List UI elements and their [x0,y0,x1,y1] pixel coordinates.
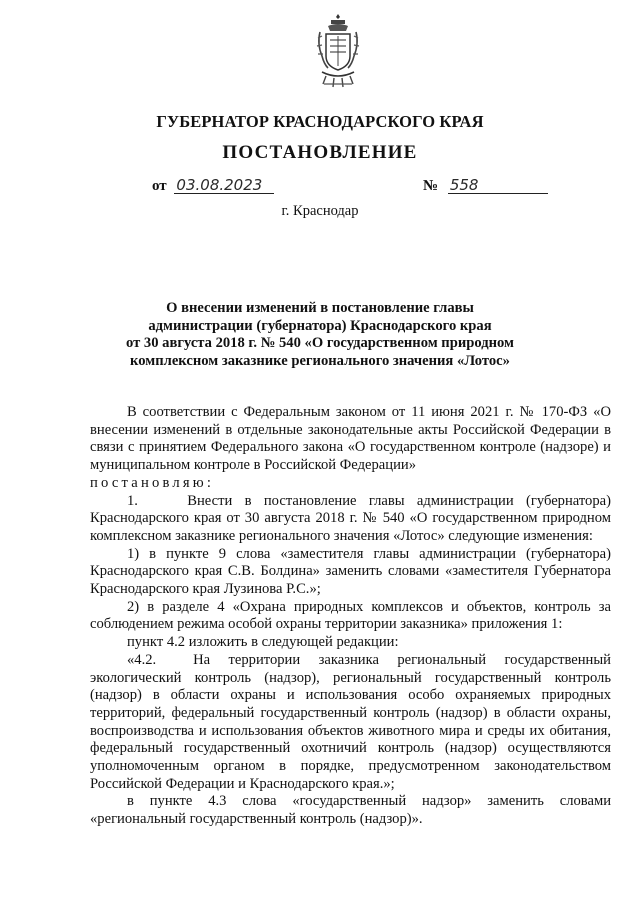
point-4-2-text: «4.2. На территории заказника региональный государственный экологический контроль (надзор), региональный государственный контроль (надзор) в области охраны и использования особо охраняемых природных территорий, федеральный государственный контроль (надзор) в области охраны, воспроизводства и использования объектов животного мира и среды их обитания, федеральный государственный охотничий контроль (надзор) осуществляются уполномоченным органом в порядке, предусмотренном законодательством Российской Федерации и Краснодарского края.»; [90,651,611,792]
issuing-authority: ГУБЕРНАТОР КРАСНОДАРСКОГО КРАЯ [156,112,484,131]
item-1-paragraph: 1. Внести в постановление главы администрации (губернатора) Краснодарского края от 30 августа 2018 г. № 540 «О государственном природном комплексном заказнике регионального значения «Лотос» следующие изменения: [90,492,611,544]
document-type: ПОСТАНОВЛЕНИЕ [222,142,418,163]
preamble-paragraph: В соответствии с Федеральным законом от 11 июня 2021 г. № 170-ФЗ «О внесении изменений в отдельные законодательные акты Российской Федерации в связи с принятием Федерального закона «О государственном контроле (надзоре) и муниципальном контроле в Российской Федерации» [90,404,611,474]
number-field [423,177,548,195]
subitem-2-paragraph: 2) в разделе 4 «Охрана природных комплексов и объектов, контроль за соблюдением режима особой охраны территории заказника» приложения 1: [90,598,611,633]
document-body [90,404,611,829]
date-prefix: от [152,178,167,194]
point-4-2-intro: пункт 4.2 изложить в следующей редакции: [127,634,399,651]
point-4-3-paragraph: в пункте 4.3 слова «государственный надзор» заменить словами «региональный государственный контроль (надзор)». [90,793,611,828]
title-line: от 30 августа 2018 г. № 540 «О государственном природном [126,335,514,351]
subitem-1-paragraph: 1) в пункте 9 слова «заместителя главы администрации (губернатора) Краснодарского края С.В. Болдина» заменить словами «заместителя Губернатора Краснодарского края Лузинова Р.С.»; [90,545,611,598]
title-line: администрации (губернатора) Краснодарского края [148,317,492,334]
number-value: 558 [448,177,548,194]
decree-word: постановляю: [90,474,215,491]
coat-of-arms-emblem [316,12,360,90]
date-value: 03.08.2023 [174,177,274,194]
city-name: г. Краснодар [281,203,359,219]
title-line: комплексном заказнике регионального значения «Лотос» [130,352,510,369]
number-prefix: № [423,178,439,194]
title-line: О внесении изменений в постановление главы [166,300,474,316]
document-title [100,300,540,370]
date-field [152,177,274,195]
